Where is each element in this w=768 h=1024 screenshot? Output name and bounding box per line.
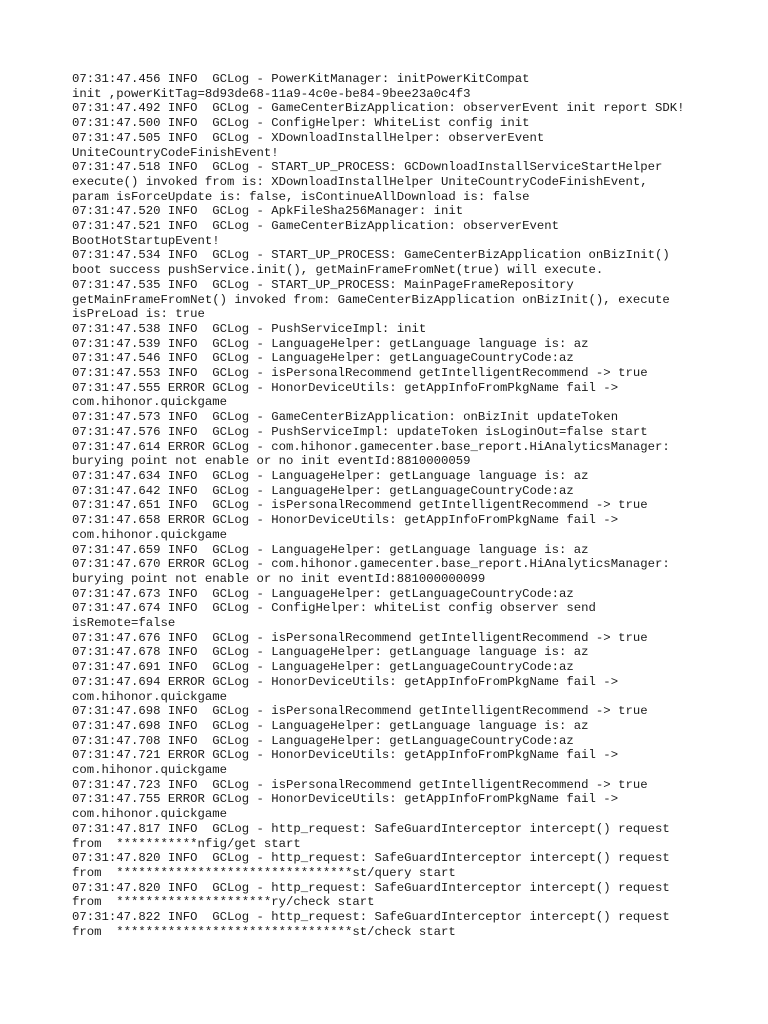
log-line: 07:31:47.642 INFO GCLog - LanguageHelper: getLanguageCountryCode:az xyxy=(72,483,574,498)
log-line: 07:31:47.678 INFO GCLog - LanguageHelper: getLanguage language is: az xyxy=(72,645,589,660)
log-line: from *********************ry/check start xyxy=(72,895,375,910)
log-line: 07:31:47.538 INFO GCLog - PushServiceImpl: init xyxy=(72,321,427,336)
log-line: 07:31:47.651 INFO GCLog - isPersonalRecommend getIntelligentRecommend -> true xyxy=(72,498,648,513)
log-document xyxy=(72,72,712,939)
log-line: 07:31:47.539 INFO GCLog - LanguageHelper: getLanguage language is: az xyxy=(72,336,589,351)
log-line: 07:31:47.546 INFO GCLog - LanguageHelper: getLanguageCountryCode:az xyxy=(72,351,574,366)
log-line: isRemote=false xyxy=(72,616,176,631)
log-line: com.hihonor.quickgame xyxy=(72,689,227,704)
log-line: 07:31:47.708 INFO GCLog - LanguageHelper: getLanguageCountryCode:az xyxy=(72,733,574,748)
log-line: 07:31:47.676 INFO GCLog - isPersonalRecommend getIntelligentRecommend -> true xyxy=(72,630,648,645)
log-line: from ********************************st/query start xyxy=(72,865,456,880)
log-line: BootHotStartupEvent! xyxy=(72,233,220,248)
log-line: from ********************************st/check start xyxy=(72,924,456,939)
log-line: 07:31:47.694 ERROR GCLog - HonorDeviceUtils: getAppInfoFromPkgName fail -> xyxy=(72,674,619,689)
log-line: 07:31:47.634 INFO GCLog - LanguageHelper: getLanguage language is: az xyxy=(72,468,589,483)
log-line: 07:31:47.535 INFO GCLog - START_UP_PROCESS: MainPageFrameRepository xyxy=(72,277,574,292)
log-line: from ***********nfig/get start xyxy=(72,836,301,851)
log-line: com.hihonor.quickgame xyxy=(72,807,227,822)
log-line: init ,powerKitTag=8d93de68-11a9-4c0e-be84-9bee23a0c4f3 xyxy=(72,86,471,101)
log-line: 07:31:47.500 INFO GCLog - ConfigHelper: WhiteList config init xyxy=(72,116,530,131)
log-line: com.hihonor.quickgame xyxy=(72,395,227,410)
log-line: 07:31:47.456 INFO GCLog - PowerKitManager: initPowerKitCompat xyxy=(72,72,530,86)
log-line: 07:31:47.691 INFO GCLog - LanguageHelper: getLanguageCountryCode:az xyxy=(72,660,574,675)
log-line: boot success pushService.init(), getMainFrameFromNet(true) will execute. xyxy=(72,263,604,278)
log-line: 07:31:47.553 INFO GCLog - isPersonalRecommend getIntelligentRecommend -> true xyxy=(72,366,648,381)
log-line: 07:31:47.670 ERROR GCLog - com.hihonor.gamecenter.base_report.HiAnalyticsManager: xyxy=(72,557,670,572)
log-line: burying point not enable or no init eventId:881000000099 xyxy=(72,571,486,586)
log-line: 07:31:47.820 INFO GCLog - http_request: SafeGuardInterceptor intercept() request xyxy=(72,851,670,866)
log-line: 07:31:47.721 ERROR GCLog - HonorDeviceUtils: getAppInfoFromPkgName fail -> xyxy=(72,748,619,763)
log-line: 07:31:47.822 INFO GCLog - http_request: SafeGuardInterceptor intercept() request xyxy=(72,910,670,925)
log-line: 07:31:47.817 INFO GCLog - http_request: SafeGuardInterceptor intercept() request xyxy=(72,821,670,836)
log-line: 07:31:47.659 INFO GCLog - LanguageHelper: getLanguage language is: az xyxy=(72,542,589,557)
log-line: 07:31:47.658 ERROR GCLog - HonorDeviceUtils: getAppInfoFromPkgName fail -> xyxy=(72,513,619,528)
log-line: 07:31:47.698 INFO GCLog - isPersonalRecommend getIntelligentRecommend -> true xyxy=(72,704,648,719)
log-line: 07:31:47.573 INFO GCLog - GameCenterBizApplication: onBizInit updateToken xyxy=(72,410,619,425)
log-line: getMainFrameFromNet() invoked from: GameCenterBizApplication onBizInit(), execute xyxy=(72,292,670,307)
log-line: 07:31:47.505 INFO GCLog - XDownloadInstallHelper: observerEvent xyxy=(72,130,545,145)
log-line: 07:31:47.492 INFO GCLog - GameCenterBizApplication: observerEvent init report SDK! xyxy=(72,101,685,116)
log-line: 07:31:47.755 ERROR GCLog - HonorDeviceUtils: getAppInfoFromPkgName fail -> xyxy=(72,792,619,807)
log-line: 07:31:47.673 INFO GCLog - LanguageHelper: getLanguageCountryCode:az xyxy=(72,586,574,601)
log-line: 07:31:47.518 INFO GCLog - START_UP_PROCESS: GCDownloadInstallServiceStartHelper xyxy=(72,160,663,175)
log-line: 07:31:47.534 INFO GCLog - START_UP_PROCESS: GameCenterBizApplication onBizInit() xyxy=(72,248,670,263)
log-line: 07:31:47.674 INFO GCLog - ConfigHelper: whiteList config observer send xyxy=(72,601,596,616)
log-line: 07:31:47.614 ERROR GCLog - com.hihonor.gamecenter.base_report.HiAnalyticsManager: xyxy=(72,439,670,454)
log-line: isPreLoad is: true xyxy=(72,307,205,322)
log-line: com.hihonor.quickgame xyxy=(72,763,227,778)
log-line: UniteCountryCodeFinishEvent! xyxy=(72,145,279,160)
log-line: 07:31:47.555 ERROR GCLog - HonorDeviceUtils: getAppInfoFromPkgName fail -> xyxy=(72,380,619,395)
log-line: 07:31:47.520 INFO GCLog - ApkFileSha256Manager: init xyxy=(72,204,464,219)
log-line: 07:31:47.820 INFO GCLog - http_request: SafeGuardInterceptor intercept() request xyxy=(72,880,670,895)
log-line: 07:31:47.698 INFO GCLog - LanguageHelper: getLanguage language is: az xyxy=(72,718,589,733)
log-line: 07:31:47.576 INFO GCLog - PushServiceImpl: updateToken isLoginOut=false start xyxy=(72,424,648,439)
log-line: param isForceUpdate is: false, isContinueAllDownload is: false xyxy=(72,189,530,204)
log-line: 07:31:47.723 INFO GCLog - isPersonalRecommend getIntelligentRecommend -> true xyxy=(72,777,648,792)
log-line: 07:31:47.521 INFO GCLog - GameCenterBizApplication: observerEvent xyxy=(72,219,560,234)
log-line: com.hihonor.quickgame xyxy=(72,527,227,542)
log-line: burying point not enable or no init eventId:8810000059 xyxy=(72,454,471,469)
log-line: execute() invoked from is: XDownloadInstallHelper UniteCountryCodeFinishEvent, xyxy=(72,174,648,189)
